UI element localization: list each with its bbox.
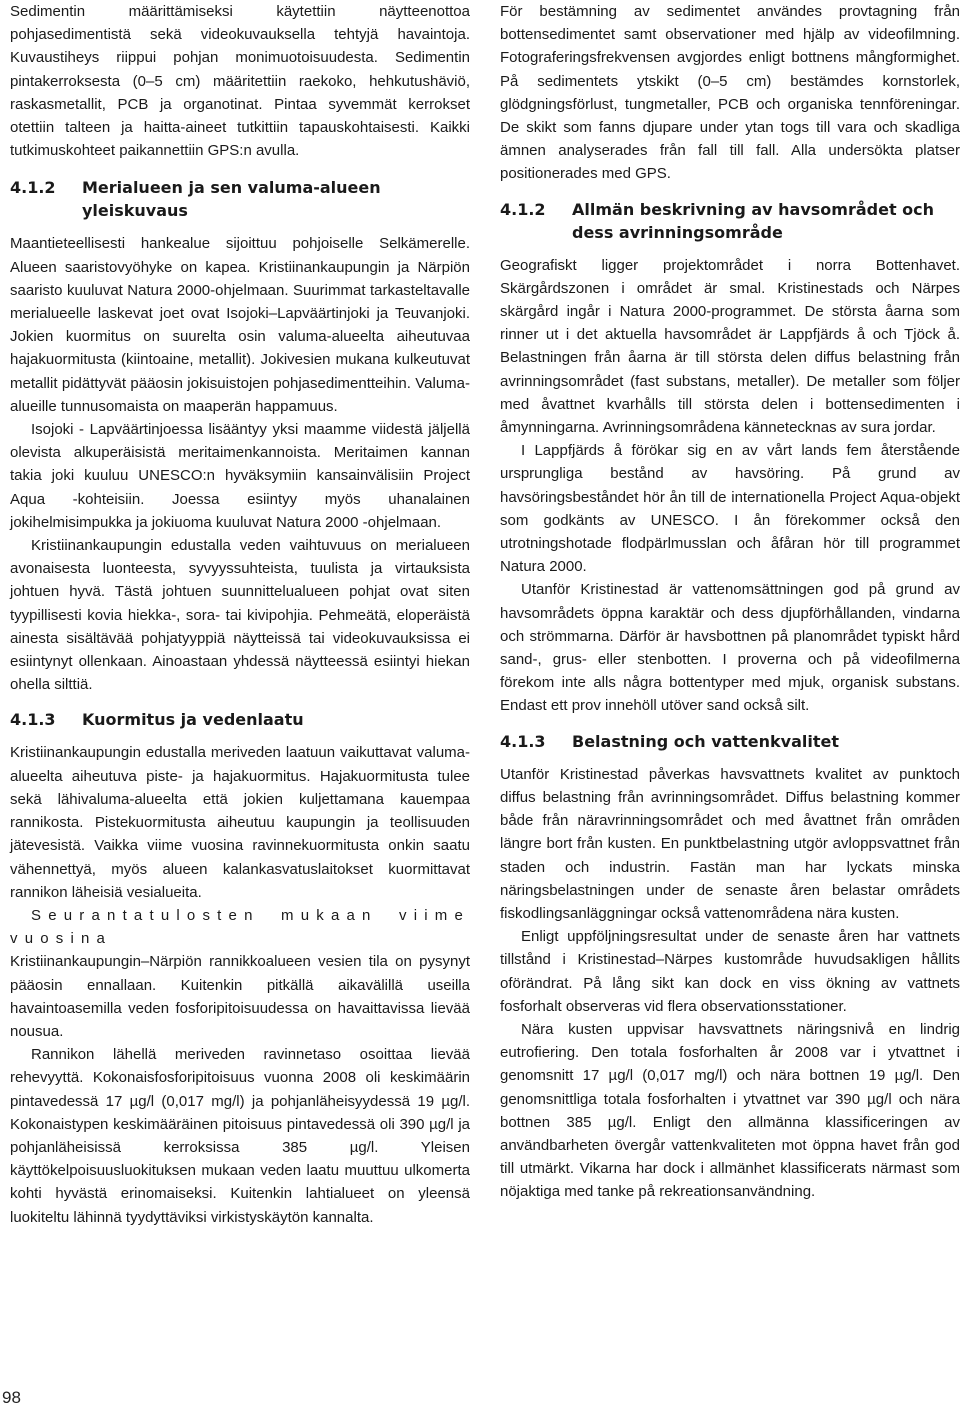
paragraph: Nära kusten uppvisar havsvattnets näringsnivå en lindrig eutrofiering. Den totala fosforhalten år 2008 var i ytvattnet i genomsnitt 17 µg/l (0,017 mg/l) och nära bottnen 19 µg/l. Den genomsnittliga totala fosforhalten i ytvattnet var 390 µg/l och nära bottnen 385 µg/l. Enligt den allmänna klassificeringen av användbarheten övergår vattenkvaliteten mot öppna havet från god till utmärkt. Vikarna har dock i allmänhet klassificerats närmast som nöjaktiga med tanke på rekreationsanvändning. <box>500 1020 960 1201</box>
paragraph-spaced-line: Seurantatulosten mukaan viime vuosina <box>10 906 470 948</box>
paragraph: Enligt uppföljningsresultat under de senaste åren har vattnets tillstånd i Kristinestad–Närpes kustområde huvudsakligen hållits oförändrat. På lång sikt kan dock en viss ökning av vattnets fosforhalt observeras vid flera observationsstationer. <box>500 928 960 1015</box>
section-heading <box>10 708 470 731</box>
paragraph: Sedimentin määrittämiseksi käytettiin näytteenottoa pohjasedimentistä sekä videokuvauksella tehtyjä havaintoja. Kuvaustiheys riippui pohjan monimuotoisuudesta. Sedimentin pintakerroksesta (0–5 cm) määritettiin raekoko, hehkutushäviö, raskasmetallit, PCB ja organotinat. Pintaa syvemmät kerrokset otettiin talteen ja haitta-aineet tutkittiin tapauskohtaisesti. Kaikki tutkimuskohteet paikannettiin GPS:n avulla. <box>10 3 470 160</box>
paragraph: Kristiinankaupungin edustalla veden vaihtuvuus on merialueen avonaisesta luonteesta, syvyyssuhteista, tuulista ja virtauksista johtuen hyvä. Tästä johtuen suunnittelualueen pohjat ovat siten tyypillisesti kovia hiekka-, sora- tai kivipohjia. Pehmeätä, eloperäistä ainesta sisältävää pohjatyyppiä näytteissä tai videokuvauksissa ei esiintynyt ollenkaan. Ainoastaan yhdessä näytteessä esiintyi hiekan ohella silttiä. <box>10 537 470 694</box>
section-title: Kuormitus ja vedenlaatu <box>82 710 304 730</box>
section-heading <box>500 730 960 753</box>
section-number: 4.1.3 <box>10 710 56 730</box>
section-heading <box>500 198 960 244</box>
section-title: Belastning och vattenkvalitet <box>572 731 839 751</box>
paragraph: Rannikon lähellä meriveden ravinnetaso osoittaa lievää rehevyyttä. Kokonaisfosforipitoisuus vuonna 2008 oli keskimäärin pintavedessä 17 µg/l (0,017 mg/l) ja pohjanläheisyydessä 19 µg/l. Kokonaistypen keskimääräinen pitoisuus pintavedessä oli 390 µg/l ja pohjanläheisissä kerroksissa 385 µg/l. Yleisen käyttökelpoisuusluokituksen mukaan veden laatu muuttuu ulkomerta kohti hyvästä erinomaiseksi. Kuitenkin lahtialueet on yleensä luokiteltu lähinnä tyydyttäviksi virkistyskäytön kannalta. <box>10 1046 470 1226</box>
section-title: Merialueen ja sen valuma-alueen yleiskuvaus <box>82 178 381 221</box>
right-column-swedish <box>500 0 960 1204</box>
section-number: 4.1.3 <box>500 731 546 751</box>
section-number: 4.1.2 <box>500 199 546 219</box>
page-number: 98 <box>2 1388 21 1407</box>
paragraph: Maantieteellisesti hankealue sijoittuu pohjoiselle Selkämerelle. Alueen saaristovyöhyke on kapea. Kristiinankaupungin ja Närpiön saaristo kuuluvat Natura 2000-ohjelmaan. Suurimmat tarkasteltavalle merialueelle laskevat joet ovat Isojoki–Lapväärtinjoki ja Teuvanjoki. Jokien kuormitus on suurelta osin valuma-alueelta aiheutuvaa hajakuormitusta (kiintoaine, metallit). Jokivesien mukana kulkeutuvat metallit pidättyvät pääosin jokisuistojen pohjasedimentteihin. Valuma-alueille tunnusomaista on maaperän happamuus. <box>10 235 470 415</box>
paragraph: I Lappfjärds å förökar sig en av vårt lands fem återstående ursprungliga bestånd av havsöring. På grund av havsöringsbeståndet hör ån till de internationella Project Aqua-objekt som godkänts av UNESCO. I ån förekommer också den utrotningshotade flodpärlmusslan och åfåran hör till programmet Natura 2000. <box>500 442 960 576</box>
paragraph: Utanför Kristinestad är vattenomsättningen god på grund av havsområdets öppna karaktär och dess djupförhållanden, vindarna och strömmarna. Därför är havsbottnen på planområdet typiskt hård sand-, grus- eller stenbotten. I proverna och på videofilmerna förekom inte alls några bottentyper med mjuk, organisk substans. Endast ett prov innehöll utöver sand också silt. <box>500 581 960 715</box>
paragraph: Kristiinankaupungin edustalla meriveden laatuun vaikuttavat valuma-alueelta aiheutuva piste- ja hajakuormitus. Hajakuormitusta tulee sekä lähivaluma-alueelta että jokien kuljettamana kauempaa rannikosta. Pistekuormitusta aiheutuu kaupungin ja teollisuuden jätevesistä. Vaikka viime vuosina ravinnekuormitusta onkin saatu vähennettyä, myös alueen kalankasvatuslaitokset kuormittavat rannikon läheisiä vesialueita. <box>10 744 470 901</box>
section-number: 4.1.2 <box>10 178 56 198</box>
paragraph: Geografiskt ligger projektområdet i norra Bottenhavet. Skärgårdszonen i området är smal. Kristinestads och Närpes skärgård ingår i Natura 2000-programmet. De största åarna som rinner ut i det aktuella havsområdet är Lappfjärds å och Tjöck å. Belastningen från åarna är till största delen diffus belastning från avrinningsområdet (fast substans, metaller). De metaller som följer med åvattnet kvarhålls till största delen i bottensedimenten i åmynningarna. Avrinningsområdena kännetecknas av sura jordar. <box>500 256 960 437</box>
paragraph: För bestämning av sedimentet användes provtagning från bottensedimentet samt observationer med hjälp av videofilmning. Fotograferingsfrekvensen avgjordes enligt bottnens mångformighet. På sedimentets ytskikt (0–5 cm) bestämdes kornstorlek, glödgningsförlust, tungmetaller, PCB och organiska tennföreningar. De skikt som fanns djupare under ytan togs till vara och skadliga ämnen analyserades från fall till fall. Alla undersökta platser positionerades med GPS. <box>500 3 960 183</box>
paragraph: Utanför Kristinestad påverkas havsvattnets kvalitet av punktoch diffus belastning från avrinningsområdet. Diffus belastning kommer både från näravrinningsområdet och med åvattnet från områden längre bort från kusten. En punktbelastning utgör avloppsvattnet från staden och industrin. Fastän man har lyckats minska näringsbelastningen under de senaste åren belastar områdets fiskodlingsanläggningar också vattenområdena nära kusten. <box>500 765 960 922</box>
paragraph: Kristiinankaupungin–Närpiön rannikkoalueen vesien tila on pysynyt pääosin ennallaan. Kuitenkin pitkällä aikavälillä useilla havaintoasemilla veden fosforipitoisuudessa on havaittavissa lievää nousua. <box>10 953 470 1040</box>
paragraph: Isojoki - Lapväärtinjoessa lisääntyy yksi maamme viidestä jäljellä olevista alkuperäisistä meritaimenkannoista. Meritaimen kannan takia joki kuuluu UNESCO:n hyväksymiin kansainvälisiin Project Aqua -kohteisiin. Joessa esiintyy myös uhanalainen jokihelmisimpukka ja jokiuoma kuuluvat Natura 2000 -ohjelmaan. <box>10 421 470 531</box>
left-column-finnish <box>10 0 470 1229</box>
section-heading <box>10 176 470 222</box>
section-title: Allmän beskrivning av havsområdet och dess avrinningsområde <box>572 199 935 242</box>
